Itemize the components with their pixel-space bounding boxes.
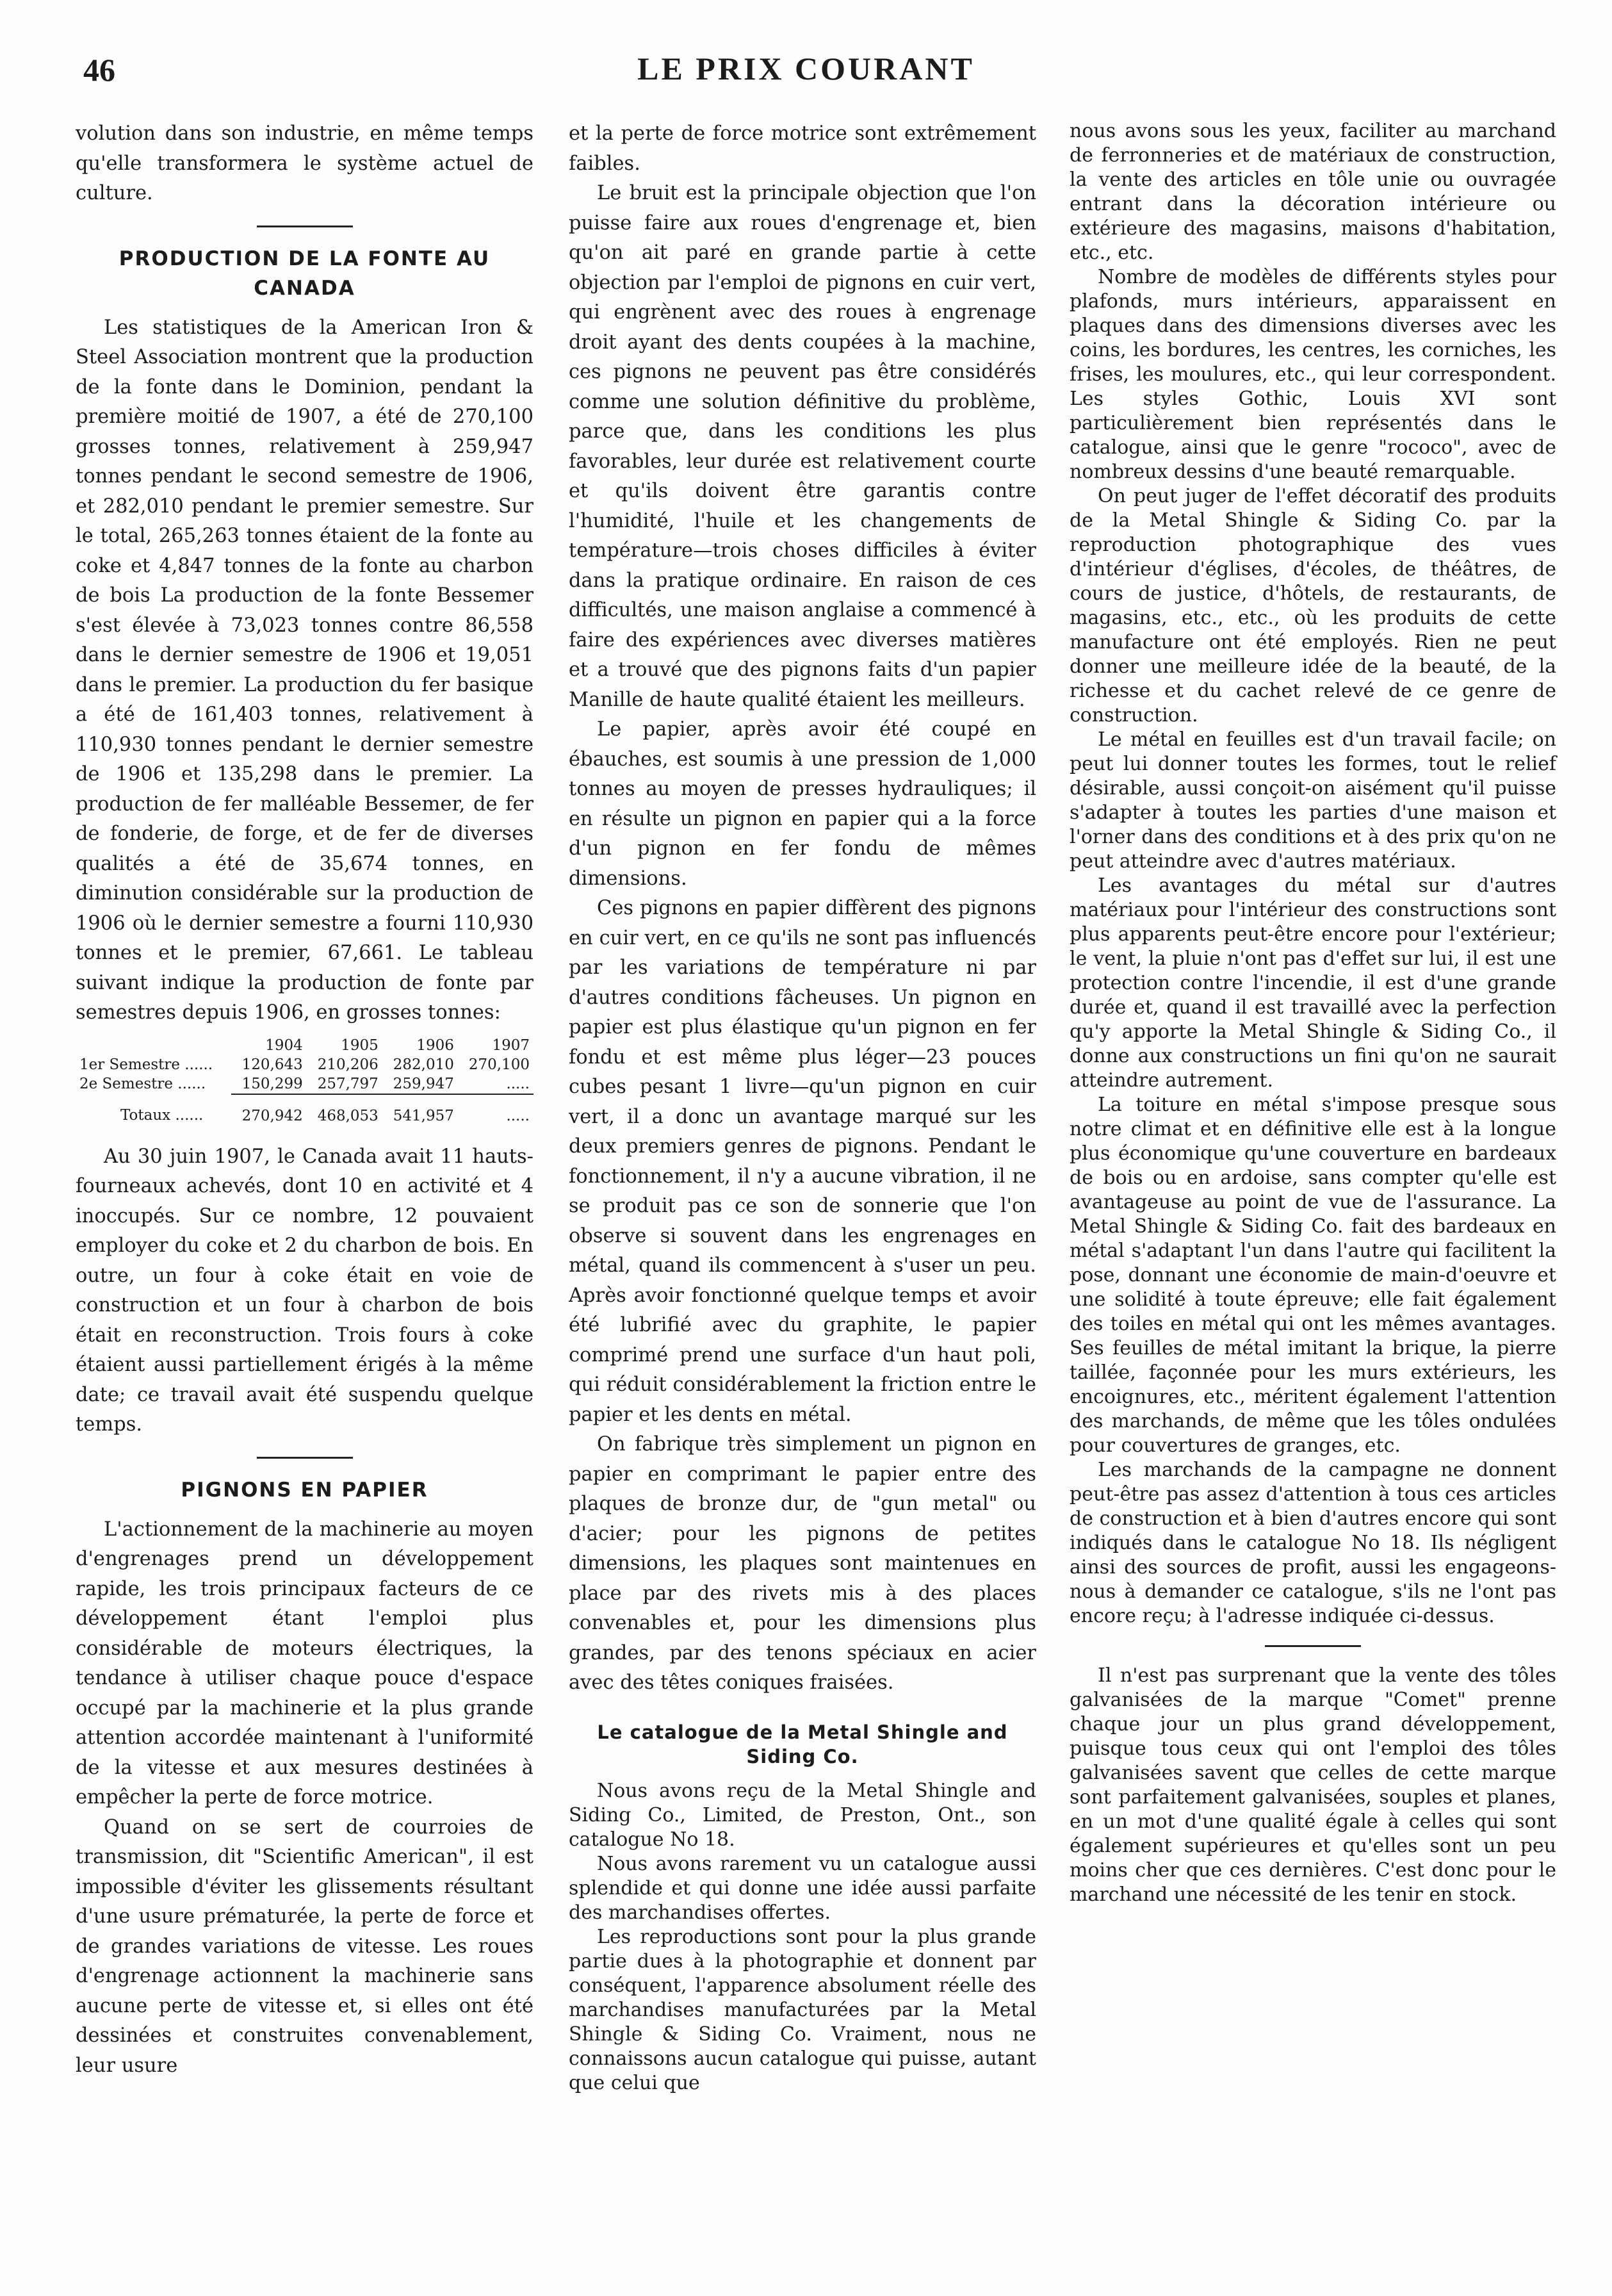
article-paragraph: On peut juger de l'effet décoratif des produits de la Metal Shingle & Siding Co. par la reproduction photographique des vues d'intérieur d'églises, d'écoles, de théâtres, de cours de justice, d'hôtels, de restaurants, de magasins, etc., etc., où les produits de cette manufacture ont été employés. Rien ne peut donner une meilleure idée de la beauté, de la richesse et du cachet relevé de ce genre de construction. xyxy=(1070,485,1556,726)
table-header-year: 1904 xyxy=(265,1037,303,1054)
article-paragraph: L'actionnement de la machinerie au moyen d'engrenages prend un développement rapide, les trois principaux facteurs de ce développement étant l'emploi plus considérable de moteurs électriques, la tendance à utiliser chaque pouce d'espace occupé par la machinerie et la plus grande attention accordée maintenant à l'uniformité de la vitesse et aux mesures destinées à empêcher la perte de force motrice. xyxy=(76,1518,533,1808)
table-cell: 120,643 xyxy=(241,1056,303,1073)
article-paragraph: Nombre de modèles de différents styles pour plafonds, murs intérieurs, apparaissent en plaques dans des dimensions diverses avec les coins, les bordures, les centres, les corniches, les frises, les moulures, etc., qui leur correspondent. Les styles Gothic, Louis XVI sont particulièrement bien représentés dans le catalogue, ainsi que le genre "rococo", avec de nombreux dessins d'une beauté remarquable. xyxy=(1070,266,1556,483)
table-total-label: Totaux ...... xyxy=(120,1107,204,1124)
table-header-year: 1905 xyxy=(341,1037,379,1054)
article-heading-catalogue: Le catalogue de la Metal Shingle and Siding Co. xyxy=(597,1721,1008,1767)
article-paragraph: Nous avons rarement vu un catalogue aussi splendide et qui donne une idée aussi parfaite des marchandises offertes. xyxy=(569,1852,1036,1924)
masthead-title: LE PRIX COURANT xyxy=(637,51,975,86)
separator-rule xyxy=(257,1457,353,1459)
article-paragraph: Le papier, après avoir été coupé en ébauches, est soumis à une pression de 1,000 tonnes au moyen de presses hydrauliques; il en résulte un pignon en papier qui a la force d'un pignon en fer fondu de mêmes dimensions. xyxy=(569,718,1036,890)
article-paragraph: Ces pignons en papier diffèrent des pignons en cuir vert, en ce qu'ils ne sont pas influencés par les variations de température ni par d'autres conditions fâcheuses. Un pignon en papier est plus élastique qu'un pignon en fer fondu et est même plus léger—23 pouces cubes pesant 1 livre—qu'un pignon en cuir vert, il a donc un avantage marqué sur les deux premiers genres de pignons. Pendant le fonctionnement, il n'y a aucune vibration, il ne se produit pas ce son de sonnerie que l'on observe si souvent dans les engrenages en métal, quand ils commencent à s'user un peu. Après avoir fonctionné quelque temps et avoir été lubrifié avec du graphite, le papier comprimé prend une surface d'un haut poli, qui réduit considérablement la friction entre le papier et les dents en métal. xyxy=(569,897,1036,1426)
article-paragraph: Il n'est pas surprenant que la vente des tôles galvanisées de la marque "Comet" prenne chaque jour un plus grand développement, puisque tous ceux qui ont l'emploi des tôles galvanisées savent que celles de cette marque sont parfaitement galvanisées, souples et planes, en un mot d'une qualité égale à celles qui sont également supérieures et qu'elles sont un peu moins cher que ces dernières. C'est donc pour le marchand une nécessité de les tenir en stock. xyxy=(1070,1664,1556,1906)
table-cell: 270,100 xyxy=(468,1056,530,1073)
production-table xyxy=(76,1036,533,1126)
column-2 xyxy=(569,119,1036,2095)
page-number: 46 xyxy=(83,52,115,88)
article-paragraph: et la perte de force motrice sont extrêmement faibles. xyxy=(569,122,1036,175)
article-paragraph: La toiture en métal s'impose presque sous notre climat et en définitive elle est à la longue plus économique qu'une couverture en bardeaux de bois ou en ardoise, sans compter qu'elle est avantageuse au point de vue de l'assurance. La Metal Shingle & Siding Co. fait des bardeaux en métal s'adaptant l'un dans l'autre qui facilitent la pose, donnant une économie de main-d'oeuvre et une solidité à toute épreuve; elle fait également des toiles en métal qui ont les mêmes avantages. Ses feuilles de métal imitant la brique, la pierre taillée, façonnée pour les murs extérieurs, les encoignures, etc., méritent également l'attention des marchands, de même que les tôles ondulées pour couvertures de granges, etc. xyxy=(1070,1094,1556,1457)
intro-paragraph: volution dans son industrie, en même temps qu'elle transformera le système actuel de culture. xyxy=(76,122,533,204)
table-cell: 150,299 xyxy=(241,1075,303,1092)
article-paragraph: Quand on se sert de courroies de transmission, dit "Scientific American", il est impossible d'éviter les glissements résultant d'une usure prématurée, la perte de force et de grandes variations de vitesse. Les roues d'engrenage actionnent la machinerie sans aucune perte de vitesse et, si elles ont été dessinées et construites convenablement, leur usure xyxy=(76,1816,533,2077)
table-row xyxy=(76,1055,533,1074)
article-heading-pignons: PIGNONS EN PAPIER xyxy=(181,1478,428,1502)
table-row xyxy=(76,1074,533,1094)
article-paragraph: Les marchands de la campagne ne donnent peut-être pas assez d'attention à tous ces articles de construction et à bien d'autres encore qui sont indiqués dans le catalogue No 18. Ils négligent ainsi des sources de profit, aussi les engageons-nous à demander ce catalogue, s'ils ne l'ont pas encore reçu; à l'adresse indiquée ci-dessus. xyxy=(1070,1459,1556,1627)
table-cell: ..... xyxy=(506,1075,530,1092)
table-total-cell: 270,942 xyxy=(231,1094,307,1126)
separator-rule xyxy=(257,226,353,227)
separator-rule xyxy=(1265,1645,1361,1647)
article-paragraph: Le métal en feuilles est d'un travail facile; on peut lui donner toutes les formes, tout le relief désirable, aussi conçoit-on aisément qu'il puisse s'adapter à toutes les parties d'une maison et l'orner dans des conditions et à des prix qu'on ne peut atteindre avec d'autres matériaux. xyxy=(1070,728,1556,873)
table-total-cell: 468,053 xyxy=(307,1094,382,1126)
article-paragraph: Le bruit est la principale objection que l'on puisse faire aux roues d'engrenage et, bien qu'on ait paré en grande partie à cette objection par l'emploi de pignons en cuir vert, qui engrènent avec des roues à engrenage droit ayant des dents coupées à la machine, ces pignons ne peuvent pas être considérés comme une solution définitive du problème, parce que, dans les conditions les plus favorables, leur durée est relativement courte et qu'ils doivent être garantis contre l'humidité, l'huile et les changements de température—trois choses difficiles à éviter dans la pratique ordinaire. En raison de ces difficultés, une maison anglaise a commencé à faire des expériences avec diverses matières et a trouvé que des pignons faits d'un papier Manille de haute qualité étaient les meilleurs. xyxy=(569,182,1036,711)
article-paragraph: Au 30 juin 1907, le Canada avait 11 hauts-fourneaux achevés, dont 10 en activité et 4 inoccupés. Sur ce nombre, 12 pouvaient employer du coke et 2 du charbon de bois. En outre, un four à coke était en voie de construction et un four à charbon de bois était en reconstruction. Trois fours à coke étaient aussi partiellement érigés à la même date; ce travail avait été suspendu quelque temps. xyxy=(76,1145,533,1436)
article-paragraph: Nous avons reçu de la Metal Shingle and Siding Co., Limited, de Preston, Ont., son catalogue No 18. xyxy=(569,1779,1036,1851)
table-cell: 257,797 xyxy=(317,1075,379,1092)
table-header-row xyxy=(76,1036,533,1055)
column-1 xyxy=(76,119,533,2081)
article-heading-fonte: PRODUCTION DE LA FONTE AU CANADA xyxy=(118,247,491,300)
column-3 xyxy=(1070,119,1556,1907)
table-cell: 259,947 xyxy=(393,1075,454,1092)
table-row-label: 1er Semestre ...... xyxy=(79,1056,213,1073)
table-total-cell: 541,957 xyxy=(382,1094,458,1126)
table-total-row xyxy=(76,1094,533,1126)
table-row-label: 2e Semestre ...... xyxy=(79,1076,206,1092)
table-cell: 282,010 xyxy=(393,1056,454,1073)
article-paragraph: Les avantages du métal sur d'autres matériaux pour l'intérieur des constructions sont plus apparents peut-être encore pour l'extérieur; le vent, la pluie n'ont pas d'effet sur lui, il est une protection contre l'incendie, il est d'une grande durée et, quand il est travaillé avec la perfection qu'y apporte la Metal Shingle & Siding Co., il donne aux constructions un fini qu'on ne saurait atteindre autrement. xyxy=(1070,874,1556,1092)
table-header-year: 1907 xyxy=(492,1037,530,1054)
table-header-blank xyxy=(76,1036,231,1055)
article-paragraph: Les statistiques de la American Iron & Steel Association montrent que la production de la fonte dans le Dominion, pendant la première moitié de 1907, a été de 270,100 grosses tonnes, relativement à 259,947 tonnes pendant le second semestre de 1906, et 282,010 pendant le premier semestre. Sur le total, 265,263 tonnes étaient de la fonte au coke et 4,847 tonnes de la fonte au charbon de bois La production de la fonte Bessemer s'est élevée à 73,023 tonnes contre 86,558 dans le dernier semestre de 1906 et 19,051 dans le premier. La production du fer basique a été de 161,403 tonnes, relativement à 110,930 tonnes pendant le dernier semestre de 1906 et 135,298 dans le premier. La production de fer malléable Bessemer, de fer de fonderie, de forge, et de fer de diverses qualités a été de 35,674 tonnes, en diminution considérable sur la production de 1906 où le dernier semestre a fourni 110,930 tonnes et le premier, 67,661. Le tableau suivant indique la production de fonte par semestres depuis 1906, en grosses tonnes: xyxy=(76,316,533,1024)
article-paragraph: Les reproductions sont pour la plus grande partie dues à la photographie et donnent par conséquent, l'apparence absolument réelle des marchandises manufacturées par la Metal Shingle & Siding Co. Vraiment, nous ne connaissons aucun catalogue qui puisse, autant que celui que xyxy=(569,1925,1036,2094)
article-paragraph: On fabrique très simplement un pignon en papier en comprimant le papier entre des plaques de bronze dur, de "gun metal" ou d'acier; pour les pignons de petites dimensions, les plaques sont maintenues en place par des rivets mis à des places convenables et, pour les dimensions plus grandes, par des tenons spéciaux en acier avec des têtes coniques fraisées. xyxy=(569,1433,1036,1694)
table-cell: 210,206 xyxy=(317,1056,379,1073)
article-paragraph: nous avons sous les yeux, faciliter au marchand de ferronneries et de matériaux de construction, la vente des articles en tôle unie ou ouvragée entrant dans la décoration intérieure ou extérieure des magasins, maisons d'habitation, etc., etc. xyxy=(1070,120,1556,264)
table-header-year: 1906 xyxy=(416,1037,454,1054)
table-total-cell: ..... xyxy=(458,1094,533,1126)
